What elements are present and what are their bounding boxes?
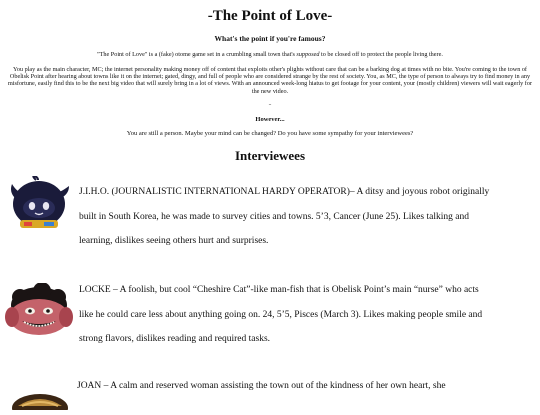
character-jiho-description: J.I.H.O. (JOURNALISTIC INTERNATIONAL HARDY OPERATOR)– A ditsy and joyous robot originally built in South Korea, he was made to survey cities and towns. 5’3, Cancer (June 25). Likes talking and learning, dislikes seeing others hurt and surprises. xyxy=(79,187,490,246)
character-joan-description: JOAN – A calm and reserved woman assisting the town out of the kindness of her own heart, she xyxy=(77,381,446,391)
intro-text-before: "The Point of Love" is a (fake) otome game set in a crumbling small town that's xyxy=(97,51,297,58)
however-heading: However... xyxy=(255,116,285,123)
intro-text xyxy=(20,51,520,58)
jiho-avatar xyxy=(6,176,72,234)
game-description: You play as the main character, MC; the internet personality making money off of content that exploits other's plights without care that can be a barking dog at times with no bite. You're coming to the town of Obelisk Point after hearing about towns like it on the internet; gated, dingy, and full of people who are considered strange by the rest of society. You, as MC, the type of person to always try to find money in any misfortune, easily find this to be the next big video that will surely bring in a lot of views. With an announced week-long hiatus to get footage for your content, your (mostly children) viewers will wait eagerly for the new video. xyxy=(7,66,533,95)
interviewees-heading: Interviewees xyxy=(234,148,306,163)
locke-avatar xyxy=(2,283,76,339)
separator-dots: .. xyxy=(268,101,272,107)
intro-text-emphasis: supposed xyxy=(296,51,320,58)
joan-avatar xyxy=(8,388,72,410)
intro-text-after: to be closed off to protect the people living there. xyxy=(319,51,443,58)
character-locke-description: LOCKE – A foolish, but cool “Cheshire Cat”-like man-fish that is Obelisk Point’s main “nurse” who acts like he could care less about anything going on. 24, 5’5, Pisces (March 3). Likes making people smile and strong flavors, dislikes reading and required tasks. xyxy=(79,285,483,344)
page-title: -The Point of Love- xyxy=(207,8,333,24)
sympathy-question: You are still a person. Maybe your mind can be changed? Do you have some sympathy for your interviewees? xyxy=(126,130,414,137)
page-subtitle: What's the point if you're famous? xyxy=(214,34,326,43)
